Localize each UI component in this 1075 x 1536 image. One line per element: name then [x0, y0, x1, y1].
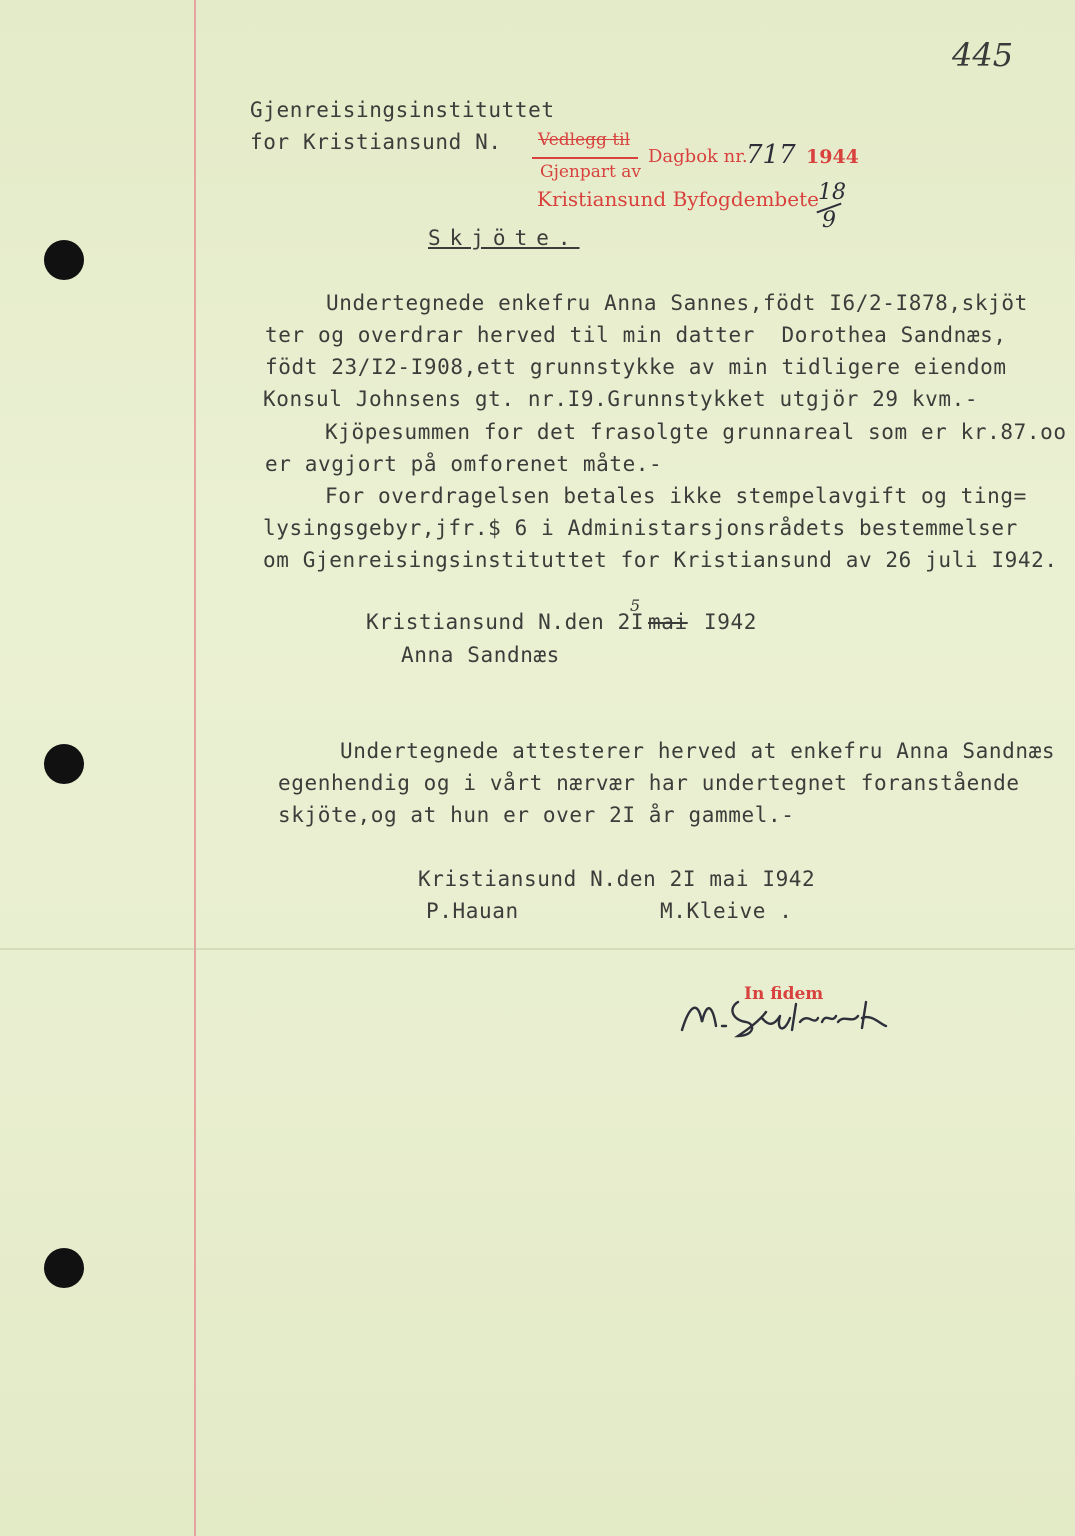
- attestation-line-3: skjöte,og at hun er over 2I år gammel.-: [278, 803, 795, 827]
- deed-line-8: lysingsgebyr,jfr.$ 6 i Administarsjonsrådets bestemmelser: [263, 516, 1018, 540]
- signing1-name: Anna Sandnæs: [401, 643, 560, 667]
- signing2-witness-1: P.Hauan: [426, 899, 519, 923]
- sender-line-1: Gjenreisingsinstituttet: [250, 98, 555, 122]
- stamp-rule: [532, 157, 638, 159]
- signing1-year: I942: [704, 610, 757, 634]
- signing1-month-handwritten: 5: [630, 596, 641, 615]
- punch-hole-bottom: [44, 1248, 84, 1288]
- stamp-vedlegg: Vedlegg til: [538, 130, 631, 150]
- stamp-year: 1944: [806, 146, 859, 168]
- punch-hole-top: [44, 240, 84, 280]
- certification-signature: [676, 982, 891, 1046]
- signing1-place-date: Kristiansund N.den 2I: [366, 610, 645, 634]
- attestation-line-2: egenhendig og i vårt nærvær har undertegnet foranstående: [278, 771, 1020, 795]
- deed-line-5: Kjöpesummen for det frasolgte grunnareal som er kr.87.oo: [325, 420, 1067, 444]
- sender-line-2: for Kristiansund N.: [250, 130, 502, 154]
- deed-line-1: Undertegnede enkefru Anna Sannes,födt I6/2-I878,skjöt: [326, 291, 1028, 315]
- stamp-dagbok-label: Dagbok nr.: [648, 146, 748, 167]
- page-number: 445: [952, 36, 1014, 74]
- deed-line-7: For overdragelsen betales ikke stempelavgift og ting=: [325, 484, 1027, 508]
- signing2-place-date: Kristiansund N.den 2I mai I942: [418, 867, 816, 891]
- page-fold: [0, 948, 1075, 950]
- attestation-line-1: Undertegnede attesterer herved at enkefru Anna Sandnæs: [340, 739, 1056, 763]
- red-margin-line: [194, 0, 196, 1536]
- deed-line-2: ter og overdrar herved til min datter Dorothea Sandnæs,: [265, 323, 1007, 347]
- document-title: Skjöte.: [428, 226, 580, 250]
- signing1-struck-month: mai: [648, 610, 688, 634]
- signing2-witness-2: M.Kleive .: [660, 899, 793, 923]
- stamp-office: Kristiansund Byfogdembete: [537, 187, 819, 211]
- deed-line-9: om Gjenreisingsinstituttet for Kristiansund av 26 juli I942.: [263, 548, 1058, 572]
- stamp-date-numerator: 18: [818, 180, 846, 205]
- punch-hole-middle: [44, 744, 84, 784]
- stamp-date-denominator: 9: [822, 208, 836, 233]
- stamp-dagbok-number: 717: [746, 140, 796, 170]
- deed-line-4: Konsul Johnsens gt. nr.I9.Grunnstykket utgjör 29 kvm.-: [263, 387, 979, 411]
- deed-line-6: er avgjort på omforenet måte.-: [265, 452, 663, 476]
- in-fidem-stamp: In fidem: [744, 984, 824, 1004]
- stamp-gjenpart: Gjenpart av: [540, 162, 641, 182]
- deed-line-3: födt 23/I2-I908,ett grunnstykke av min tidligere eiendom: [265, 355, 1007, 379]
